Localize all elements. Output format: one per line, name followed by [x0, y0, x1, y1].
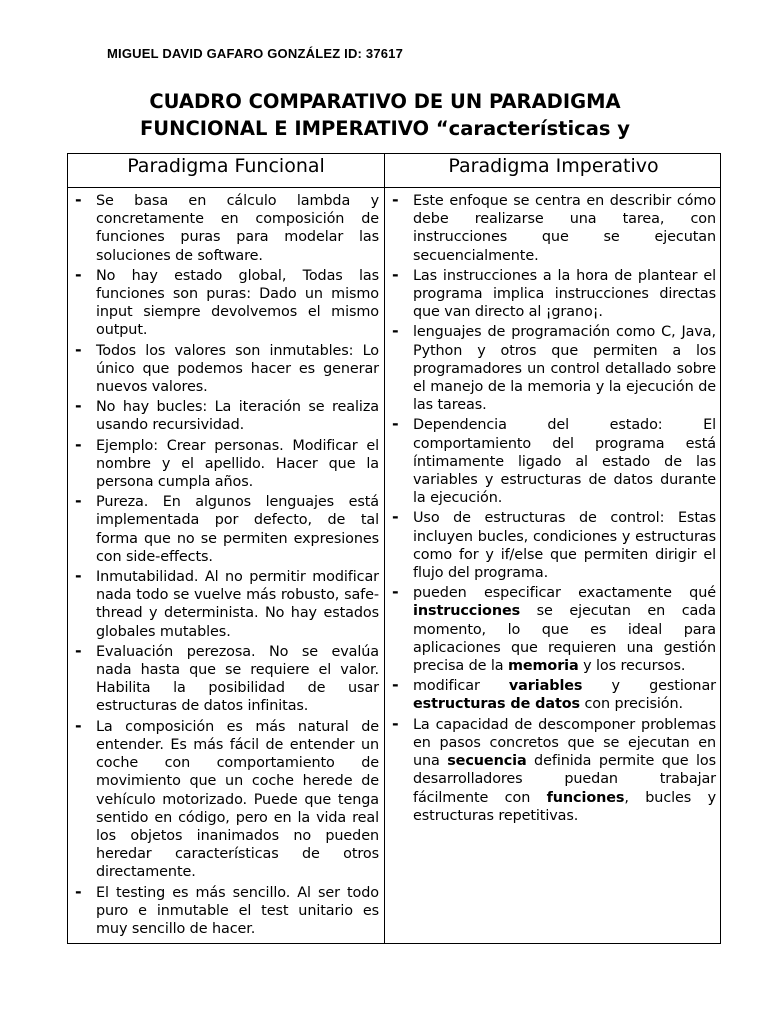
list-item [390, 192, 716, 265]
list-item-text: Evaluación perezosa. No se evalúa nada hasta que se requiere el valor. Habilita la posibilidad de usar estructuras de datos infinitas. [96, 643, 379, 715]
bullet-marker: - [75, 715, 82, 735]
list-item [390, 584, 716, 675]
list-item-text: Dependencia del estado: El comportamiento del programa está íntimamente ligado al estado de las variables y estructuras de datos durante la ejecución. [413, 417, 716, 507]
bullet-marker: - [392, 190, 399, 209]
bullet-marker: - [75, 264, 82, 284]
list-item [73, 434, 379, 492]
list-item [73, 568, 379, 641]
list-item-text: pueden especificar exactamente qué instrucciones se ejecutan en cada momento, lo que es ideal para aplicaciones que requieren una gestión precisa de la memoria y los recursos. [413, 585, 716, 675]
header-imperativo: Paradigma Imperativo [448, 155, 659, 177]
bullet-marker: - [392, 675, 399, 695]
comparison-table [67, 153, 721, 944]
author-line: MIGUEL DAVID GAFARO GONZÁLEZ ID: 37617 [107, 46, 404, 61]
bullet-marker: - [75, 396, 82, 416]
bullet-marker: - [75, 566, 82, 586]
list-item [390, 713, 717, 825]
list-item-text: modificar variables y gestionar estructuras de datos con precisión. [413, 678, 716, 713]
bullet-marker: - [392, 582, 399, 602]
list-item-text: Pureza. En algunos lenguajes está implementada por defecto, de tal forma que no se permiten expresiones con side-effects. [96, 494, 379, 565]
list-item [390, 509, 716, 582]
list-item-text: El testing es más sencillo. Al ser todo puro e inmutable el test unitario es muy sencillo de hacer. [96, 884, 379, 937]
bullet-marker: - [75, 881, 82, 901]
list-item-text: No hay estado global, Todas las funciones son puras: Dado un mismo input siempre devolvemos el mismo output. [96, 267, 379, 339]
header-divider [68, 187, 720, 188]
bullet-marker: - [75, 190, 82, 209]
header-funcional: Paradigma Funcional [127, 155, 325, 177]
list-item-text: Este enfoque se centra en describir cómo debe realizarse una tarea, con instrucciones que se ejecutan secuencialmente. [413, 193, 716, 264]
bullet-marker: - [75, 640, 82, 660]
document-title-line-2: FUNCIONAL E IMPERATIVO “características y [139, 117, 631, 140]
bullet-marker: - [392, 713, 399, 733]
list-item [390, 323, 716, 414]
list-item [73, 192, 379, 265]
list-item [390, 677, 716, 713]
list-item-text: Se basa en cálculo lambda y concretamente en composición de funciones puras para modelar las soluciones de software. [96, 193, 379, 264]
bullet-marker: - [392, 264, 399, 284]
document-title-line-1: CUADRO COMPARATIVO DE UN PARADIGMA [149, 90, 621, 113]
list-item [73, 881, 379, 939]
bullet-marker: - [75, 491, 82, 511]
list-item [73, 398, 379, 434]
list-item [73, 339, 379, 397]
bullet-marker: - [75, 339, 82, 359]
list-item-text: Ejemplo: Crear personas. Modificar el nombre y el apellido. Hacer que la persona cumpla años. [96, 437, 379, 491]
imperativo-column [390, 192, 716, 827]
list-item-text: Todos los valores son inmutables: Lo único que podemos hacer es generar nuevos valores. [96, 342, 379, 396]
list-item [73, 493, 379, 566]
list-item-text: lenguajes de programación como C, Java, Python y otros que permiten a los programadores un control detallado sobre el manejo de la memoria y la ejecución de las tareas. [413, 324, 716, 414]
list-item [73, 264, 379, 340]
list-item-text: Uso de estructuras de control: Estas incluyen bucles, condiciones y estructuras como for y if/else que permiten dirigir el flujo del programa. [413, 510, 716, 582]
list-item-text: Inmutabilidad. Al no permitir modificar nada todo se vuelve más robusto, safe-thread y determinista. No hay estados globales mutables. [96, 569, 379, 640]
list-item-text: La composición es más natural de entender. Es más fácil de entender un coche con comportamiento de movimiento que un coche herede de vehículo motorizado. Puede que tenga sentido en código, pero en la vida real los objetos inanimados no pueden heredar características de otros directamente. [96, 718, 379, 881]
bullet-marker: - [392, 321, 399, 341]
bullet-marker: - [392, 507, 399, 527]
list-item-text: La capacidad de descomponer problemas en pasos concretos que se ejecutan en una secuencia definida permite que los desarrolladores puedan trabajar fácilmente con funciones, bucles y estructuras repetitivas. [413, 716, 717, 824]
column-divider [384, 154, 385, 943]
list-item [390, 416, 716, 507]
bullet-marker: - [75, 434, 82, 454]
funcional-column [73, 192, 379, 940]
list-item-text: No hay bucles: La iteración se realiza usando recursividad. [96, 399, 379, 434]
list-item-text: Las instrucciones a la hora de plantear el programa implica instrucciones directas que van directo al ¡grano¡. [413, 267, 716, 321]
list-item [73, 715, 379, 882]
list-item [73, 640, 379, 716]
list-item [390, 264, 716, 322]
bullet-marker: - [392, 414, 399, 434]
